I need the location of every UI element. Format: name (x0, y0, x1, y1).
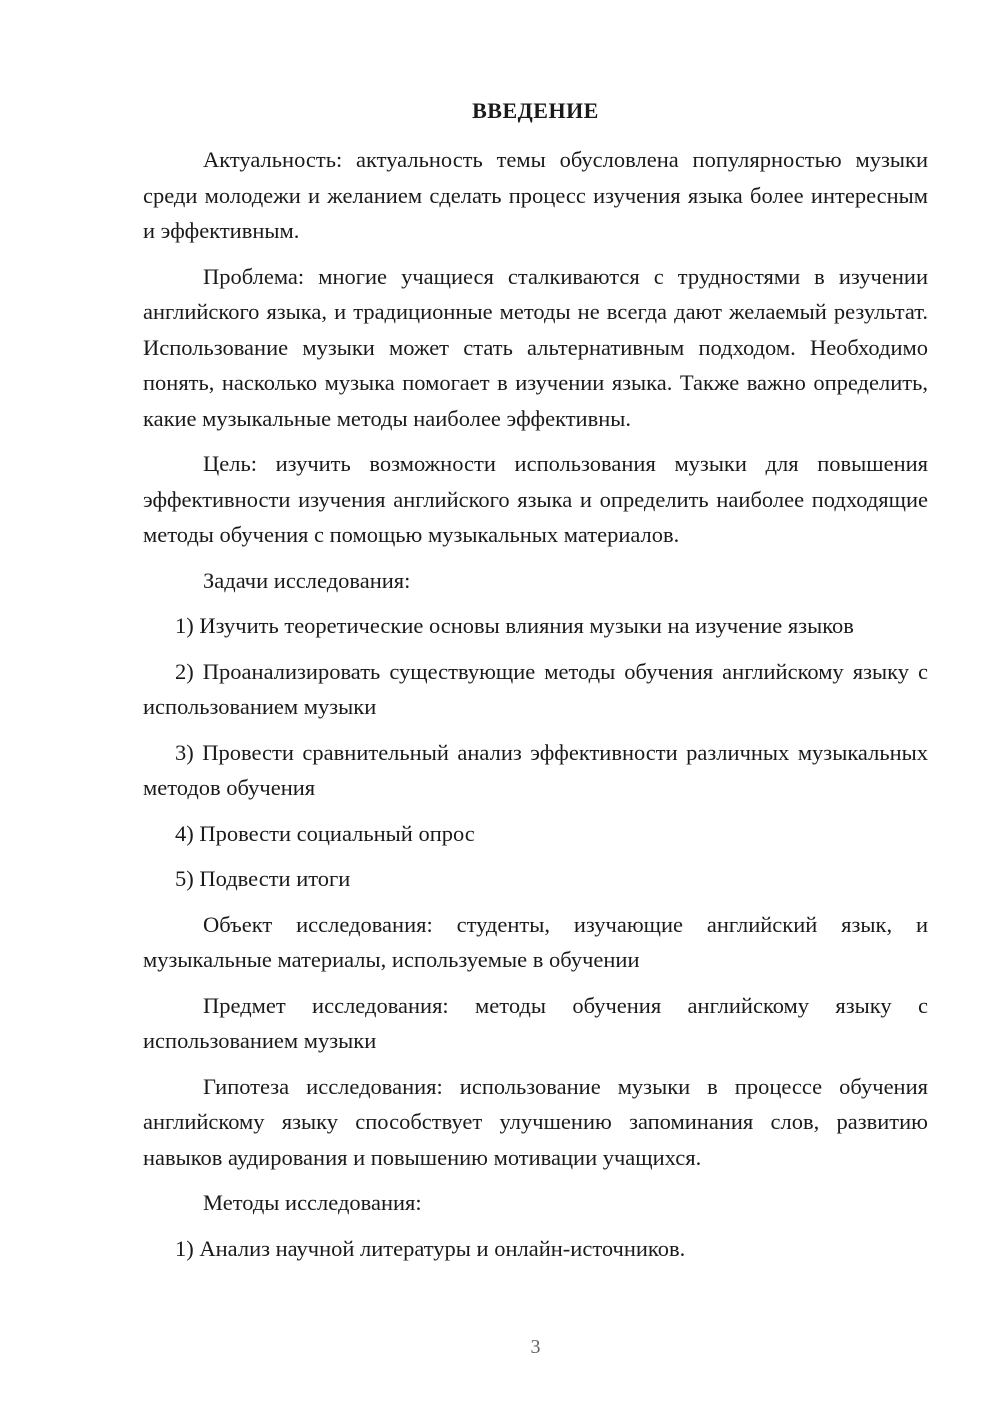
paragraph-goal: Цель: изучить возможности использования музыки для повышения эффективности изучения английского языка и определить наиболее подходящие методы обучения с помощью музыкальных материалов. (143, 451, 928, 547)
document-page (143, 0, 928, 1414)
list-item: 1) Анализ научной литературы и онлайн-источников. (175, 1235, 686, 1261)
paragraph-object: Объект исследования: студенты, изучающие английский язык, и музыкальные материалы, используемые в обучении (143, 911, 928, 972)
page-number: 3 (530, 1336, 541, 1358)
paragraph-methods-heading: Методы исследования: (203, 1190, 422, 1215)
list-item: 5) Подвести итоги (175, 866, 351, 891)
paragraph-subject: Предмет исследования: методы обучения английскому языку с использованием музыки (143, 992, 928, 1053)
list-item: 4) Провести социальный опрос (175, 820, 475, 846)
list-item: 2) Проанализировать существующие методы обучения английскому языку с использованием музыки (143, 658, 928, 719)
paragraph-relevance: Актуальность: актуальность темы обусловлена популярностью музыки среди молодежи и желанием сделать процесс изучения языка более интересным и эффективным. (143, 147, 928, 243)
paragraph-problem: Проблема: многие учащиеся сталкиваются с трудностями в изучении английского языка, и традиционные методы не всегда дают желаемый результат. Использование музыки может стать альтернативным подходом. Необходимо понять, насколько музыка помогает в изучении языка. Также важно определить, какие музыкальные методы наиболее эффективны. (143, 263, 928, 431)
page-title: ВВЕДЕНИЕ (472, 98, 599, 123)
body-text (143, 142, 928, 1276)
list-item: 1) Изучить теоретические основы влияния музыки на изучение языков (175, 613, 854, 638)
paragraph-hypothesis: Гипотеза исследования: использование музыки в процессе обучения английскому языку способствует улучшению запоминания слов, развитию навыков аудирования и повышению мотивации учащихся. (143, 1073, 928, 1170)
paragraph-tasks-heading: Задачи исследования: (203, 567, 411, 593)
list-item: 3) Провести сравнительный анализ эффективности различных музыкальных методов обучения (143, 739, 928, 800)
